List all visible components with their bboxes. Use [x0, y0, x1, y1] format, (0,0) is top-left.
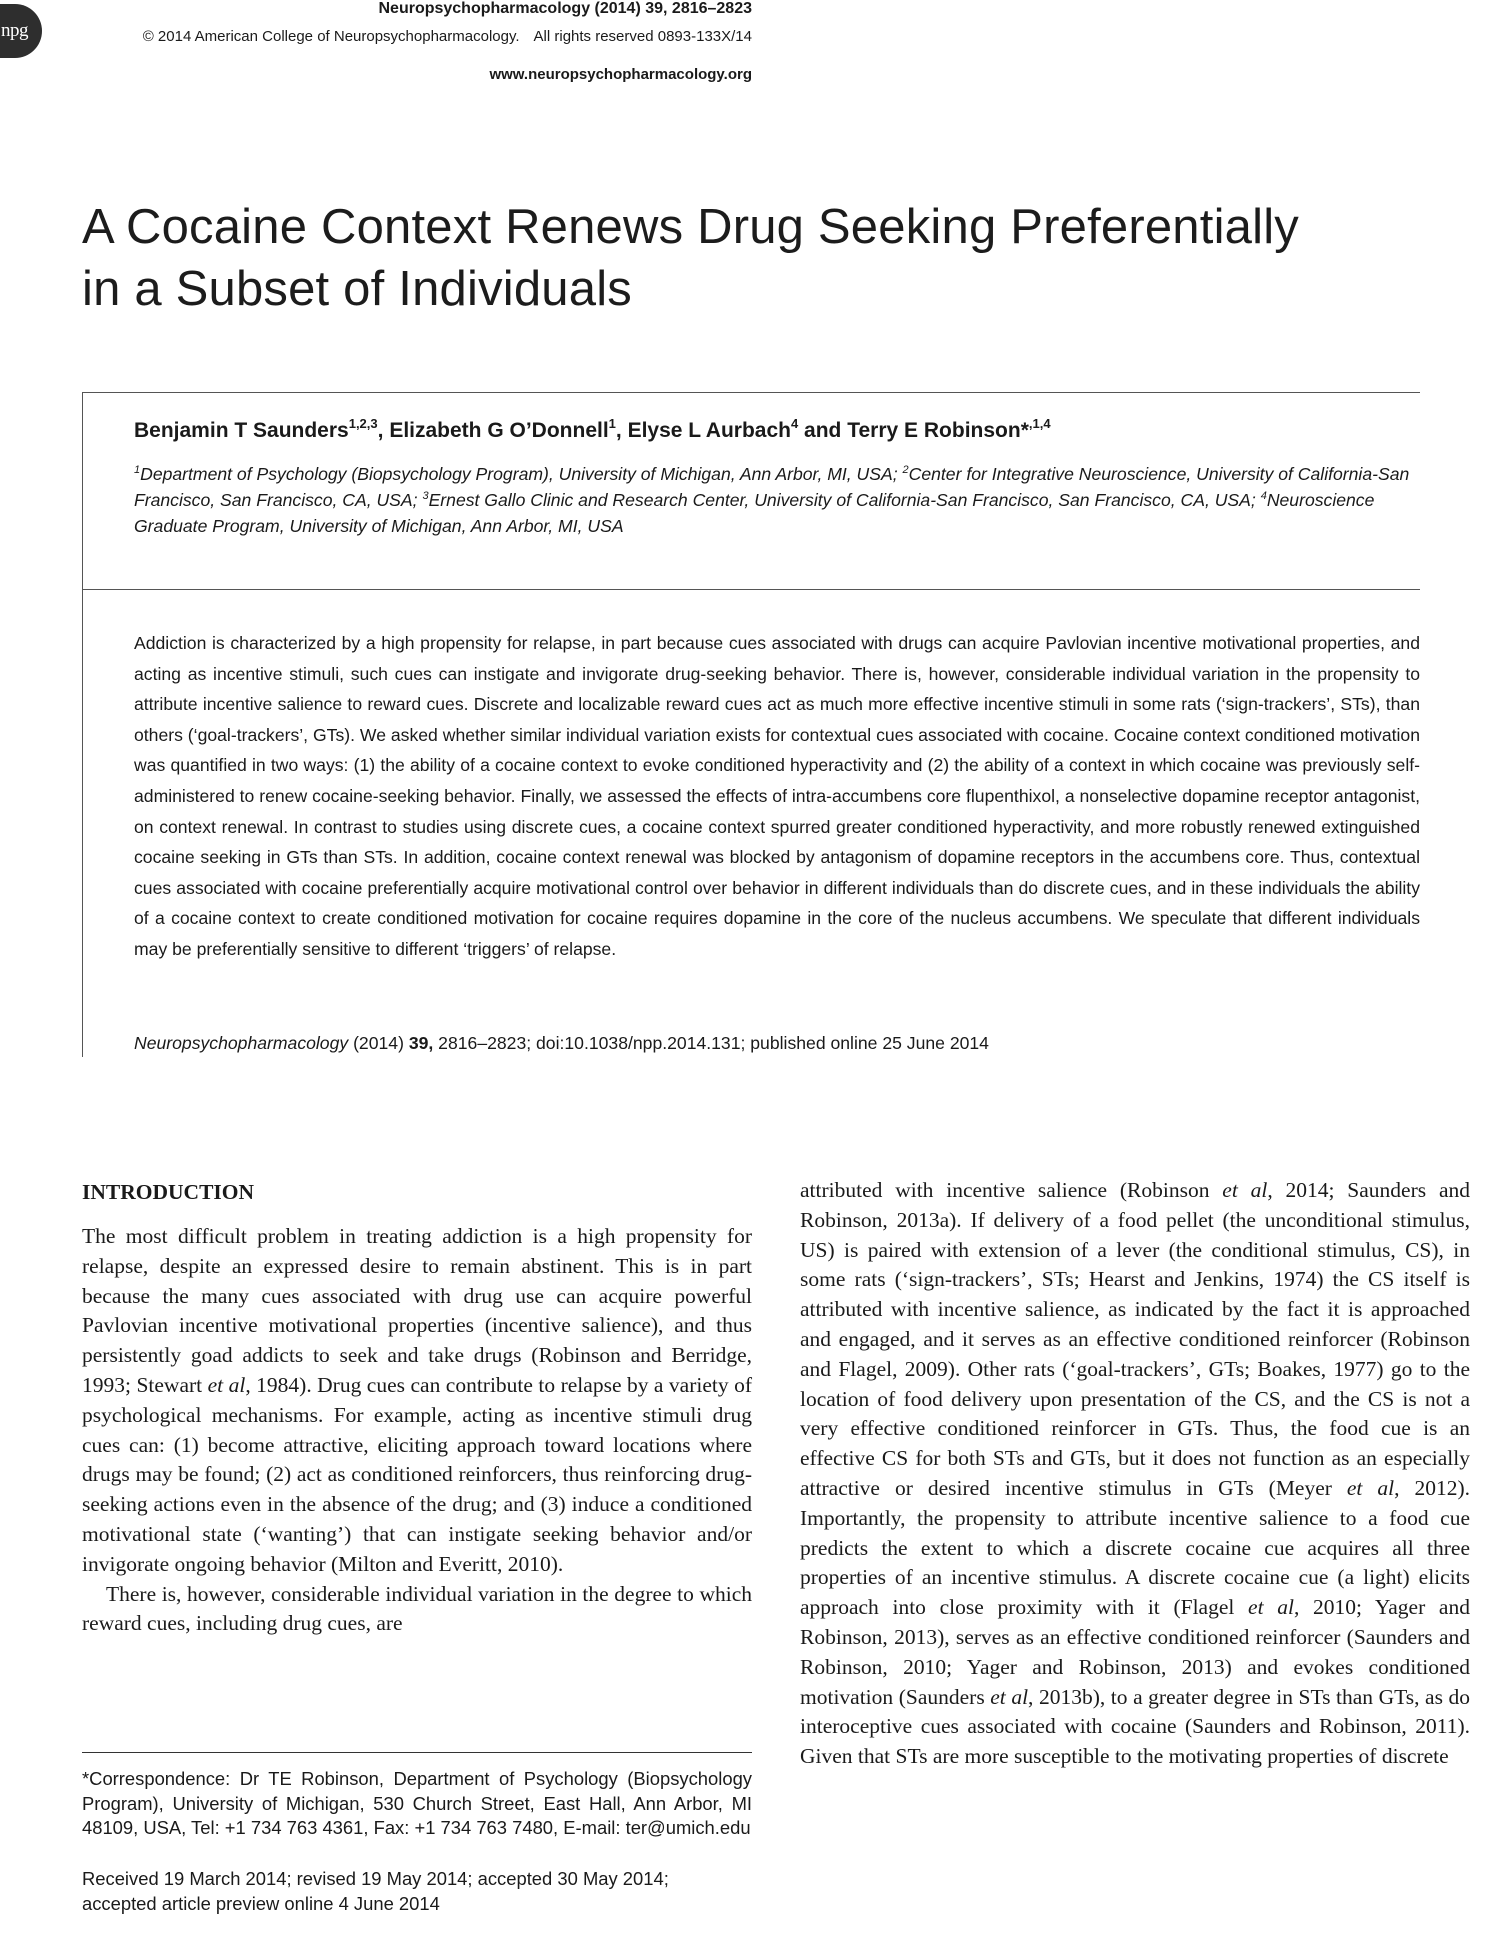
author-name: Elyse L Aurbach: [627, 419, 791, 442]
copyright-notice: [143, 28, 752, 45]
text-run: The most difficult problem in treating addiction is a high propensity for relapse, despite an expressed desire to remain abstinent. This is in part because the many cues associated with drug use can acquire powerful Pavlovian incentive motivational properties (incentive salience), and thus persistently goad addicts to seek and take drugs (Robinson and Berridge, 1993; Stewart: [82, 1224, 752, 1397]
copyright-text: © 2014 American College of Neuropsychopharmacology.: [142, 28, 520, 45]
article-dates: [82, 1867, 752, 1916]
affiliation-text: Center for Integrative Neuroscience, University of California-San Francisco, San Francisco, CA, USA;: [134, 464, 1410, 510]
author-separator: and: [798, 419, 848, 442]
citation-details: 2816–2823; doi:10.1038/npp.2014.131; published online 25 June 2014: [433, 1033, 989, 1053]
affiliations: [134, 461, 1420, 539]
citation-year: (2014): [348, 1033, 409, 1053]
left-column: [82, 1222, 752, 1639]
correspondence-footnote: *Correspondence: Dr TE Robinson, Department of Psychology (Biopsychology Program), University of Michigan, 530 Church Street, East Hall, Ann Arbor, MI 48109, USA, Tel: +1 734 763 4361, Fax: +1 734 763 7480, E-mail: ter@umich.edu: [82, 1768, 752, 1838]
introduction-heading: INTRODUCTION: [82, 1180, 255, 1204]
italic-text: et al: [1248, 1595, 1294, 1620]
title-line-1: A Cocaine Context Renews Drug Seeking Preferentially: [82, 200, 1299, 254]
intro-paragraph-2: There is, however, considerable individual variation in the degree to which reward cues, including drug cues, are: [82, 1581, 752, 1636]
text-run: attributed with incentive salience (Robinson: [800, 1178, 1223, 1202]
italic-text: et al: [990, 1684, 1029, 1709]
author-affiliation-marker: 1: [608, 416, 616, 431]
affiliation-text: Department of Psychology (Biopsychology Program), University of Michigan, Ann Arbor, MI, USA;: [140, 464, 903, 484]
footnote-rule: [82, 1752, 752, 1753]
affiliation-number: 2: [902, 464, 909, 476]
rights-text: All rights reserved 0893-133X/14: [533, 28, 752, 45]
author-name: Benjamin T Saunders: [134, 419, 349, 442]
citation-volume: 39,: [408, 1033, 434, 1053]
italic-text: et al: [1346, 1475, 1395, 1500]
journal-citation-header: Neuropsychopharmacology (2014) 39, 2816–2823: [378, 0, 752, 17]
citation-journal: Neuropsychopharmacology: [134, 1033, 349, 1053]
received-dates: Received 19 March 2014; revised 19 May 2014; accepted 30 May 2014;: [82, 1868, 669, 1889]
npg-logo-text: npg: [1, 20, 28, 41]
text-run: , 2010; Yager and Robinson, 2013), serves as an effective conditioned reinforcer (Saunders and Robinson, 2010; Yager and Robinson, 2013) and evokes conditioned motivation (Saunders: [800, 1595, 1470, 1709]
affiliation-text: Ernest Gallo Clinic and Research Center, University of California-San Francisco, San Francisco, CA, USA;: [428, 490, 1261, 510]
author-list: [134, 416, 1424, 443]
affiliation-text: Neuroscience Graduate Program, University of Michigan, Ann Arbor, MI, USA: [134, 490, 1375, 536]
author-separator: ,: [615, 419, 628, 442]
right-column: [800, 1176, 1470, 1772]
affiliation-number: 3: [422, 490, 429, 502]
abstract-citation: [134, 1028, 1420, 1058]
article-title: [82, 196, 1382, 320]
author-box-border: [82, 392, 83, 589]
text-run: , 2014; Saunders and Robinson, 2013a). If delivery of a food pellet (the unconditional stimulus, US) is paired with extension of a lever (the conditional stimulus, CS), in some rats (‘sign-trackers’, STs; Hearst and Jenkins, 1974) the CS itself is attributed with incentive salience, as indicated by the fact it is approached and engaged, and it serves as an effective conditioned reinforcer (Robinson and Flagel, 2009). Other rats (‘goal-trackers’, GTs; Boakes, 1977) go to the location of food delivery upon presentation of the CS, and the CS is not a very effective conditioned reinforcer in GTs. Thus, the food cue is an effective CS for both STs and GTs, but it does not function as an especially attractive or desired incentive stimulus in GTs (Meyer: [800, 1178, 1470, 1500]
italic-text: et al: [1222, 1178, 1268, 1202]
text-run: , 1984). Drug cues can contribute to relapse by a variety of psychological mechanisms. For example, acting as incentive stimuli drug cues can: (1) become attractive, eliciting approach toward locations where drugs may be found; (2) act as conditioned reinforcers, thus reinforcing drug-seeking actions even in the absence of the drug; and (3) induce a conditioned motivational state (‘wanting’) that can instigate seeking behavior and/or invigorate ongoing behavior (Milton and Everitt, 2010).: [82, 1372, 753, 1576]
author-affiliation-marker: 4: [790, 416, 799, 431]
intro-paragraph-1: [82, 1222, 752, 1580]
intro-paragraph-2-continued: [800, 1176, 1470, 1772]
preview-date: accepted article preview online 4 June 2014: [82, 1892, 440, 1914]
text-run: , 2012). Importantly, the propensity to attribute incentive salience to a food cue predicts the extent to which a discrete cocaine cue acquires all three properties of an incentive stimulus. A discrete cocaine cue (a light) elicits approach into close proximity with it (Flagel: [800, 1475, 1470, 1620]
title-line-2: in a Subset of Individuals: [82, 262, 632, 316]
abstract-box-border: [82, 589, 83, 1057]
affiliation-number: 4: [1260, 490, 1267, 502]
affiliation-number: 1: [134, 464, 141, 476]
author-affiliation-marker: ,1,4: [1028, 416, 1051, 431]
author-box-top-rule: [82, 392, 1420, 393]
text-run: , 2013b), to a greater degree in STs than GTs, as do interoceptive cues associated with cocaine (Saunders and Robinson, 2011). Given that STs are more susceptible to the motivating properties of discrete: [800, 1684, 1471, 1769]
author-name: Terry E Robinson*: [847, 419, 1029, 442]
author-affiliation-marker: 1,2,3: [348, 416, 378, 431]
italic-text: et al: [207, 1372, 246, 1397]
abstract-top-rule: [82, 589, 1420, 590]
author-name: Elizabeth G O’Donnell: [389, 419, 609, 442]
author-separator: ,: [377, 419, 390, 442]
abstract-text: Addiction is characterized by a high propensity for relapse, in part because cues associated with drugs can acquire Pavlovian incentive motivational properties, and acting as incentive stimuli, such cues can instigate and invigorate drug-seeking behavior. There is, however, considerable individual variation in the propensity to attribute incentive salience to reward cues. Discrete and localizable reward cues act as much more effective incentive stimuli in some rats (‘sign-trackers’, STs), than others (‘goal-trackers’, GTs). We asked whether similar individual variation exists for contextual cues associated with cocaine. Cocaine context conditioned motivation was quantified in two ways: (1) the ability of a cocaine context to evoke conditioned hyperactivity and (2) the ability of a context in which cocaine was previously self-administered to renew cocaine-seeking behavior. Finally, we assessed the effects of intra-accumbens core flupenthixol, a nonselective dopamine receptor antagonist, on context renewal. In contrast to studies using discrete cues, a cocaine context spurred greater conditioned hyperactivity, and more robustly renewed extinguished cocaine seeking in GTs than STs. In addition, cocaine context renewal was blocked by antagonism of dopamine receptors in the accumbens core. Thus, contextual cues associated with cocaine preferentially acquire motivational control over behavior in different individuals than do discrete cues, and in these individuals the ability of a cocaine context to create conditioned motivation for cocaine requires dopamine in the core of the nucleus accumbens. We speculate that different individuals may be preferentially sensitive to different ‘triggers’ of relapse.: [134, 633, 1420, 959]
npg-logo: [0, 4, 42, 58]
journal-website-link[interactable]: www.neuropsychopharmacology.org: [489, 66, 752, 83]
